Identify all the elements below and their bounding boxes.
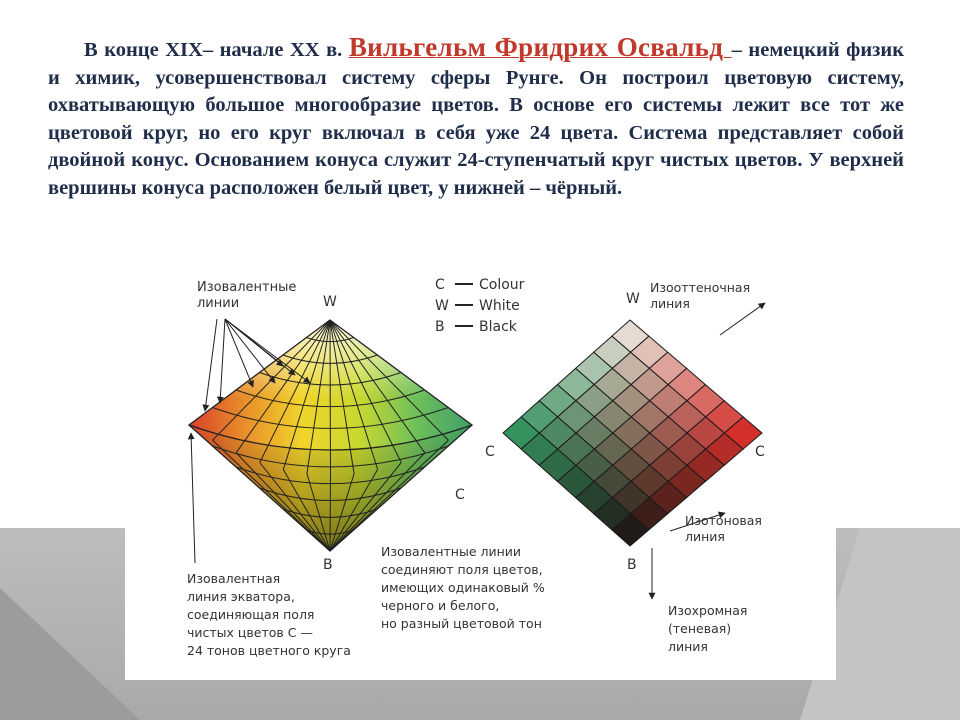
cone-bottom-label: B bbox=[323, 557, 333, 573]
isotone-line: линия bbox=[685, 529, 725, 544]
isochrome-line: Изохромная bbox=[668, 603, 748, 618]
isohue-line: линия bbox=[650, 296, 690, 311]
cone-top-label: W bbox=[323, 294, 337, 310]
isovalent-note-line: черного и белого, bbox=[381, 598, 500, 613]
isovalent-title-1: Изовалентные bbox=[197, 280, 297, 295]
ostwald-figure bbox=[125, 263, 836, 680]
legend bbox=[435, 277, 525, 335]
isovalent-note bbox=[381, 544, 545, 631]
double-cone bbox=[189, 320, 472, 551]
diamond-top-label: W bbox=[626, 291, 640, 307]
equator-note-line: 24 тонов цветного круга bbox=[187, 643, 351, 658]
legend-key: W bbox=[435, 298, 449, 314]
slide-text bbox=[48, 34, 904, 202]
equator-arrow bbox=[191, 433, 195, 563]
equator-note-line: соединяющая поля bbox=[187, 607, 315, 622]
slide-paragraph bbox=[48, 34, 904, 202]
isohue-arrow bbox=[720, 303, 765, 335]
name-link[interactable]: Вильгельм Фридрих Освальд bbox=[348, 32, 732, 62]
isohue-label bbox=[650, 280, 750, 311]
body-text: – немецкий физик и химик, усовершенствовал систему сферы Рунге. Он построил цветовую систему, охватывающую большое многообразие цветов. В основе его системы лежит все тот же цветовой круг, но его круг включал в себя уже 24 цвета. Система представляет собой двойной конус. Основанием конуса служит 24-ступенчатый круг чистых цветов. У верхней вершины конуса расположен белый цвет, у нижней – чёрный. bbox=[48, 39, 905, 199]
isotone-label bbox=[685, 513, 762, 544]
cone-side-label: C bbox=[455, 487, 465, 503]
legend-value: Black bbox=[479, 319, 517, 335]
legend-key: B bbox=[435, 319, 445, 335]
isovalent-note-line: соединяют поля цветов, bbox=[381, 562, 543, 577]
diamond-bottom-label: B bbox=[627, 557, 637, 573]
equator-note-line: чистых цветов С — bbox=[187, 625, 313, 640]
diamond-left-label: C bbox=[485, 444, 495, 460]
isovalent-note-line: Изовалентные линии bbox=[381, 544, 522, 559]
legend-value: White bbox=[479, 298, 520, 314]
diamond-right-label: C bbox=[755, 444, 765, 460]
equator-note-line: Изовалентная bbox=[187, 571, 281, 586]
isochrome-label bbox=[668, 603, 747, 654]
isohue-line: Изооттеночная bbox=[650, 280, 751, 295]
legend-key: C bbox=[435, 277, 445, 293]
intro-text: В конце XIX– начале XX в. bbox=[84, 39, 343, 61]
isochrome-line: (теневая) bbox=[668, 621, 732, 636]
figure-svg bbox=[125, 263, 836, 680]
isochrome-line: линия bbox=[668, 639, 708, 654]
isovalent-title-2: линии bbox=[197, 296, 240, 311]
isovalent-note-line: но разный цветовой тон bbox=[381, 616, 542, 631]
isotone-line: Изотоновая bbox=[685, 513, 762, 528]
equator-note-line: линия экватора, bbox=[187, 589, 295, 604]
equator-note bbox=[187, 571, 351, 658]
legend-value: Colour bbox=[479, 277, 525, 293]
isovalent-note-line: имеющих одинаковый % bbox=[381, 580, 545, 595]
